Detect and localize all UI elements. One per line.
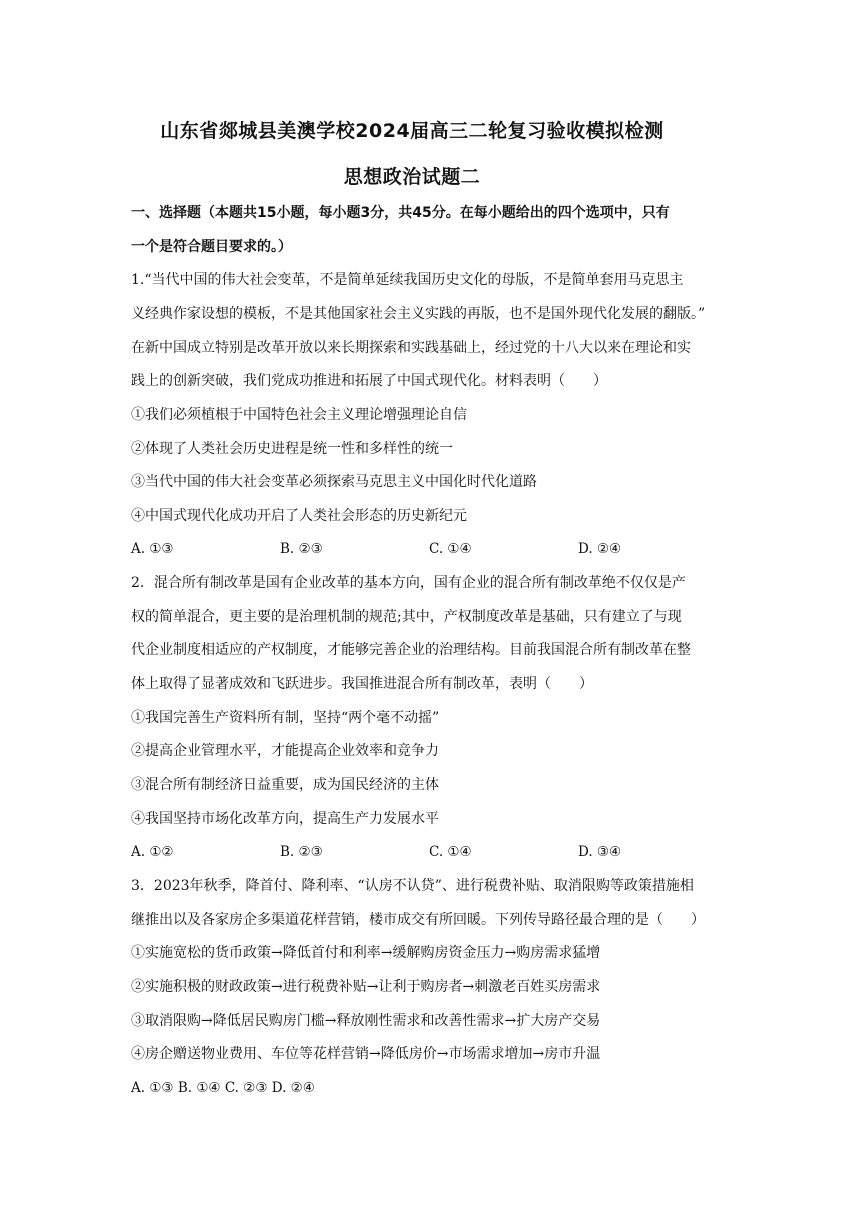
question-3-item-3: ③取消限购→降低居民购房门槛→释放刚性需求和改善性需求→扩大房产交易 — [131, 1013, 601, 1029]
question-1-option-d: D. ②④ — [578, 541, 622, 557]
question-3-stem-line-1: 3．2023年秋季，降首付、降利率、“认房不认贷”、进行税费补贴、取消限购等政策措施相 — [131, 878, 694, 894]
question-2-item-1: ①我国完善生产资料所有制，坚持“两个毫不动摇” — [131, 710, 440, 726]
section-header-line-2: 一个是符合题目要求的。） — [131, 239, 292, 255]
question-1-stem-line-1: 1.“当代中国的伟大社会变革，不是简单延续我国历史文化的母版，不是简单套用马克思主 — [131, 272, 684, 288]
question-1-stem-line-2: 义经典作家设想的模板，不是其他国家社会主义实践的再版，也不是国外现代化发展的翻版。” — [131, 306, 706, 322]
question-1-option-a: A. ①③ — [131, 541, 174, 557]
question-2-item-4: ④我国坚持市场化改革方向，提高生产力发展水平 — [131, 811, 439, 827]
question-2-stem-line-2: 权的简单混合，更主要的是治理机制的规范;其中，产权制度改革是基础，只有建立了与现 — [131, 609, 682, 625]
exam-subtitle: 思想政治试题二 — [343, 166, 481, 188]
question-3-item-4: ④房企赠送物业费用、车位等花样营销→降低房价→市场需求增加→房市升温 — [131, 1046, 601, 1062]
question-1-stem-line-3: 在新中国成立特别是改革开放以来长期探索和实践基础上，经过党的十八大以来在理论和实 — [131, 340, 691, 356]
section-header-line-1: 一、选择题（本题共15小题，每小题3分，共45分。在每小题给出的四个选项中，只有 — [131, 205, 670, 221]
question-1-option-c: C. ①④ — [429, 541, 472, 557]
question-1-stem-line-4: 践上的创新突破，我们党成功推进和拓展了中国式现代化。材料表明（ ） — [131, 373, 607, 389]
question-1-item-4: ④中国式现代化成功开启了人类社会形态的历史新纪元 — [131, 508, 467, 524]
question-2-option-d: D. ③④ — [578, 844, 622, 860]
question-2-stem-line-1: 2．混合所有制改革是国有企业改革的基本方向，国有企业的混合所有制改革绝不仅仅是产 — [131, 575, 686, 591]
question-2-option-b: B. ②③ — [280, 844, 323, 860]
exam-title: 山东省郯城县美澳学校2024届高三二轮复习验收模拟检测 — [160, 120, 664, 142]
question-1-item-1: ①我们必须植根于中国特色社会主义理论增强理论自信 — [131, 407, 467, 423]
question-1-item-3: ③当代中国的伟大社会变革必须探索马克思主义中国化时代化道路 — [131, 474, 537, 490]
question-3-item-2: ②实施积极的财政政策→进行税费补贴→让利于购房者→刺激老百姓买房需求 — [131, 979, 601, 995]
question-3-options: A. ①③ B. ①④ C. ②③ D. ②④ — [131, 1080, 315, 1096]
question-2-item-2: ②提高企业管理水平，才能提高企业效率和竞争力 — [131, 743, 439, 759]
question-2-option-a: A. ①② — [131, 844, 174, 860]
question-1-item-2: ②体现了人类社会历史进程是统一性和多样性的统一 — [131, 441, 453, 457]
question-2-stem-line-4: 体上取得了显著成效和飞跃进步。我国推进混合所有制改革，表明（ ） — [131, 676, 593, 692]
question-3-item-1: ①实施宽松的货币政策→降低首付和利率→缓解购房资金压力→购房需求猛增 — [131, 945, 601, 961]
question-2-item-3: ③混合所有制经济日益重要，成为国民经济的主体 — [131, 777, 439, 793]
question-2-stem-line-3: 代企业制度相适应的产权制度，才能够完善企业的治理结构。目前我国混合所有制改革在整 — [131, 642, 691, 658]
question-3-stem-line-2: 继推出以及各家房企多渠道花样营销，楼市成交有所回暖。下列传导路径最合理的是（ ） — [131, 912, 705, 928]
question-2-option-c: C. ①④ — [429, 844, 472, 860]
question-1-option-b: B. ②③ — [280, 541, 323, 557]
